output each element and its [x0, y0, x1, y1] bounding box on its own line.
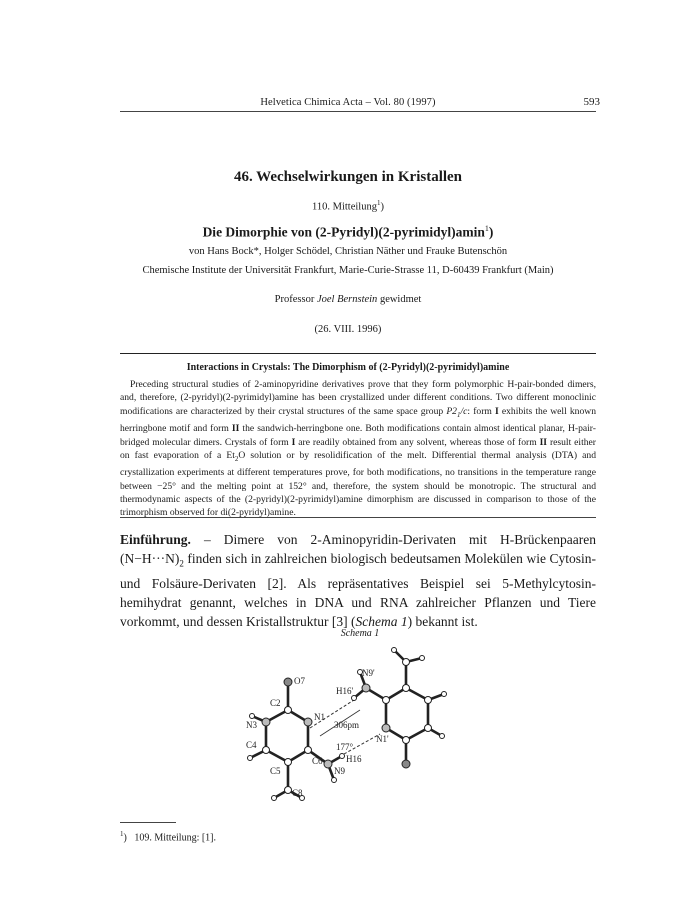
schema-reference: Schema 1: [355, 613, 408, 629]
abstract-bottom-rule: [120, 517, 596, 518]
institute: Chemische Institute der Universität Frankfurt, Marie-Curie-Strasse 11, D-60439 Frankfurt (Main): [142, 265, 554, 276]
atom-h16: [340, 754, 345, 759]
atom-h: [440, 734, 445, 739]
abstract-part: exhibits the well known herringbone motif and form: [120, 405, 596, 435]
label-o7: O7: [294, 676, 305, 686]
atom-h: [420, 656, 425, 661]
article-title: 46. Wechselwirkungen in Kristallen: [233, 169, 463, 185]
footnote-mark: 1: [120, 830, 124, 838]
atom-h16p: [352, 696, 357, 701]
abstract-title: Interactions in Crystals: The Dimorphism of (2-Pyridyl)(2-pyrimidyl)amine: [186, 362, 510, 373]
atom-c4: [263, 747, 270, 754]
atom-ring-c: [425, 725, 432, 732]
label-c6: C6: [312, 756, 323, 766]
label-c8: C8: [292, 788, 303, 798]
space-group-rest: /c: [460, 405, 468, 417]
running-header-journal: Helvetica Chimica Acta – Vol. 80 (1997): [260, 97, 436, 108]
schema-label: Schema 1: [340, 628, 380, 639]
header-rule: [120, 111, 596, 112]
footnote-text: 109. Mitteilung: [1].: [134, 832, 217, 844]
atom-n3: [262, 718, 270, 726]
space-group-sub: 1: [456, 410, 461, 419]
atom-n1: [304, 718, 312, 726]
label-c4: C4: [246, 740, 257, 750]
atom-c8: [285, 787, 292, 794]
label-h16: H16: [346, 754, 362, 764]
abstract-part: Preceding structural studies of 2-aminopyridine derivatives prove that they form polymorphic H-pair-bonded dimers, and, therefore, (2-pyridyl)(2-pyrimidyl)amine has been crystallized under different conditions. Two different monoclinic modifications are characterized by their crystal structures of the same space group: [120, 379, 596, 417]
atom-c2: [285, 707, 292, 714]
series-note: 110. Mitteilung$^1$): [312, 199, 384, 213]
atom-o-right: [402, 760, 410, 768]
atom-c5: [285, 759, 292, 766]
form-two: II: [539, 436, 548, 448]
dedication: [0, 294, 696, 305]
atom-ring-c: [403, 737, 410, 744]
atom-n9: [324, 760, 332, 768]
dedication-name: Joel Bernstein: [316, 294, 378, 305]
series-footnote-mark: 1: [376, 199, 381, 207]
atom-ring-c: [425, 697, 432, 704]
atom-h: [272, 796, 277, 801]
et-subscript: 2: [234, 454, 239, 463]
subtitle-text: Die Dimorphie von (2-Pyridyl)(2-pyrimidyl)amin: [202, 224, 485, 240]
label-c2: C2: [270, 698, 281, 708]
abstract-text: [120, 378, 596, 520]
abstract-part: the sandwich-herringbone one. Both modifications contain almost identical planar, H-pair-bridged molecular dimers. Crystals of form: [120, 423, 597, 448]
label-n1: N1: [314, 712, 325, 722]
left-ring: [250, 682, 342, 798]
label-n1p: N1': [376, 734, 389, 744]
label-angle: 177°: [336, 742, 354, 752]
received-date: (26. VIII. 1996): [314, 324, 382, 335]
abstract-part: : form: [467, 405, 495, 417]
label-c5: C5: [270, 766, 281, 776]
label-h16p: H16': [336, 686, 354, 696]
dedication-suffix: gewidmet: [379, 294, 422, 305]
atom-ring-c: [383, 697, 390, 704]
body-text: – Dimere von 2-Aminopyridin-Derivaten mit H-Brückenpaaren (N−H···N): [120, 532, 596, 566]
authors: von Hans Bock*, Holger Schödel, Christian Näther und Frauke Butenschön: [188, 246, 508, 257]
body-text: finden sich in zahlreichen biologisch bedeutsamen Molekülen wie Cytosin- und Folsäure-Derivaten [2]. Als repräsentatives Beispiel sei 5-Methylcytosin-hemihydrat genannt, welches in DNA und RNA zahlreicher Pflanzen und Tiere vorkommt, und dessen Kristallstruktur [3] (: [120, 551, 596, 629]
section-heading: Einführung.: [120, 532, 191, 547]
abstract-part: result either on fast evaporation of a Et: [120, 436, 596, 461]
introduction-paragraph: [120, 530, 596, 631]
dedication-prefix: Professor: [274, 294, 315, 305]
body-text: ) bekannt ist.: [407, 613, 478, 629]
atom-n9p: [362, 684, 370, 692]
atom-h: [332, 778, 337, 783]
atom-methyl-c: [403, 659, 410, 666]
space-group-main: P2: [446, 405, 457, 417]
body-subscript: 2: [179, 558, 184, 569]
label-n9p: N9': [362, 668, 375, 678]
form-one: I: [495, 405, 499, 417]
footnote: $^1$) 109. Mitteilung: [1].: [120, 830, 217, 844]
atom-n1p: [382, 724, 390, 732]
atom-h: [392, 648, 397, 653]
atom-h: [250, 714, 255, 719]
page-number: 593: [583, 96, 600, 108]
form-one: I: [291, 436, 296, 448]
atom-o7: [284, 678, 292, 686]
atom-c6: [305, 747, 312, 754]
series-text: 110. Mitteilung: [312, 201, 377, 213]
atom-ring-c: [403, 685, 410, 692]
label-n3: N3: [246, 720, 257, 730]
subtitle-footnote-mark: 1: [484, 224, 489, 233]
atom-h: [248, 756, 253, 761]
article-subtitle: Die Dimorphie von (2-Pyridyl)(2-pyrimidyl)amin$^1$): [202, 224, 494, 240]
atom-h: [442, 692, 447, 697]
form-two: II: [231, 423, 240, 435]
space-group: [446, 406, 467, 417]
abstract-top-rule: [120, 353, 596, 354]
label-distance: 306pm: [334, 720, 360, 730]
abstract-part: O solution or by resolidification of the melt. Differential thermal analysis (DTA) and crystallization experiments at different temperatures prove, for both modifications, no transitions in the temperature range between −25° and the melting point at 152° and, therefore, the system should be monotropic. The structural and thermodynamic aspects of the (2-pyridyl)(2-pyrimidyl)amine dimorphism are discussed in comparison to those of the trimorphism observed for di(2-pyridyl)amine.: [120, 449, 596, 519]
molecule-diagram: [230, 640, 470, 820]
label-n9: N9: [334, 766, 345, 776]
footnote-rule: [120, 822, 176, 823]
abstract-part: are readily obtained from any solvent, whereas those of form: [295, 436, 540, 448]
